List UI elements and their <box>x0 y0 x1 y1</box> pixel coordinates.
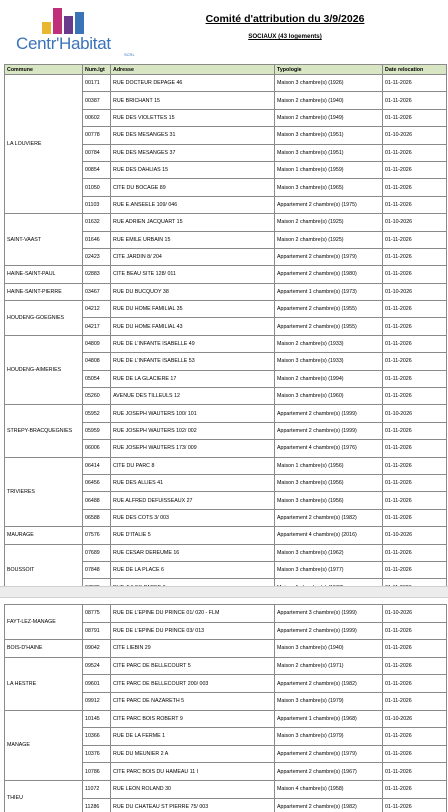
date-relocation-cell: 01-11-2026 <box>383 144 447 161</box>
num-lgt-cell: 08775 <box>83 605 111 623</box>
adresse-cell: CITE JARDIN 8/ 204 <box>111 248 275 265</box>
adresse-cell: RUE DE LA PLACE 6 <box>111 561 275 578</box>
date-relocation-cell: 01-11-2026 <box>383 692 447 710</box>
adresse-cell: CITE PARC DE NAZARETH 5 <box>111 692 275 710</box>
date-relocation-cell: 01-11-2026 <box>383 675 447 693</box>
adresse-cell: RUE JOSEPH WAUTERS 100/ 101 <box>111 405 275 422</box>
commune-cell: BOUSSOIT <box>5 544 83 596</box>
date-relocation-cell: 01-11-2026 <box>383 728 447 746</box>
adresse-cell: RUE DU MEUNIER 2 A <box>111 745 275 763</box>
adresse-cell: RUE DU CHATEAU ST PIERRE 75/ 003 <box>111 798 275 812</box>
page-separator <box>0 586 448 598</box>
adresse-cell: RUE JOSEPH WAUTERS 102/ 002 <box>111 422 275 439</box>
adresse-cell: RUE EMILE URBAIN 15 <box>111 231 275 248</box>
adresse-cell: RUE E.ANSEELE 109/ 046 <box>111 196 275 213</box>
date-relocation-cell: 01-11-2026 <box>383 780 447 798</box>
typologie-cell: Appartement 3 chambre(s) (1999) <box>275 605 383 623</box>
num-lgt-cell: 06456 <box>83 474 111 491</box>
typologie-cell: Appartement 1 chambre(s) (1973) <box>275 283 383 300</box>
date-relocation-cell: 01-10-2026 <box>383 605 447 623</box>
adresse-cell: RUE JOSEPH WAUTERS 173/ 009 <box>111 440 275 457</box>
typologie-cell: Appartement 2 chambre(s) (1955) <box>275 301 383 318</box>
num-lgt-cell: 05054 <box>83 370 111 387</box>
commune-cell: LA LOUVIERE <box>5 75 83 214</box>
date-relocation-cell: 01-11-2026 <box>383 318 447 335</box>
date-relocation-cell: 01-11-2026 <box>383 161 447 178</box>
table-header-row <box>5 65 447 75</box>
num-lgt-cell: 09524 <box>83 657 111 675</box>
date-relocation-cell: 01-11-2026 <box>383 75 447 92</box>
typologie-cell: Maison 3 chambre(s) (1951) <box>275 144 383 161</box>
date-relocation-cell: 01-11-2026 <box>383 657 447 675</box>
typologie-cell: Appartement 2 chambre(s) (1980) <box>275 266 383 283</box>
adresse-cell: CITE PARC DE BELLECOURT 5 <box>111 657 275 675</box>
adresse-cell: RUE ADRIEN JACQUART 15 <box>111 214 275 231</box>
adresse-cell: RUE DES ALLIES 41 <box>111 474 275 491</box>
typologie-cell: Maison 3 chambre(s) (1979) <box>275 692 383 710</box>
typologie-cell: Appartement 2 chambre(s) (1967) <box>275 763 383 781</box>
num-lgt-cell: 10145 <box>83 710 111 728</box>
date-relocation-cell: 01-11-2026 <box>383 763 447 781</box>
num-lgt-cell: 07689 <box>83 544 111 561</box>
typologie-cell: Appartement 4 chambre(s) (1976) <box>275 440 383 457</box>
adresse-cell: CITE PARC BOIS ROBERT 9 <box>111 710 275 728</box>
typologie-cell: Maison 2 chambre(s) (1949) <box>275 109 383 126</box>
typologie-cell: Appartement 2 chambre(s) (1999) <box>275 422 383 439</box>
num-lgt-cell: 05952 <box>83 405 111 422</box>
num-lgt-cell: 06488 <box>83 492 111 509</box>
adresse-cell: RUE DES DAHLIAS 15 <box>111 161 275 178</box>
commune-cell: BOIS-D'HAINE <box>5 640 83 658</box>
header-typologie: Typologie <box>275 65 383 75</box>
commune-cell: MANAGE <box>5 710 83 780</box>
date-relocation-cell: 01-11-2026 <box>383 440 447 457</box>
adresse-cell: RUE DES MESANGES 31 <box>111 127 275 144</box>
typologie-cell: Maison 1 chambre(s) (1959) <box>275 161 383 178</box>
typologie-cell: Appartement 2 chambre(s) (1982) <box>275 675 383 693</box>
commune-cell: MAURAGE <box>5 527 83 544</box>
date-relocation-cell: 01-11-2026 <box>383 388 447 405</box>
date-relocation-cell: 01-11-2026 <box>383 509 447 526</box>
table-row <box>5 527 447 544</box>
adresse-cell: RUE DES VIOLETTES 15 <box>111 109 275 126</box>
date-relocation-cell: 01-11-2026 <box>383 335 447 352</box>
table-row <box>5 640 447 658</box>
table-row <box>5 214 447 231</box>
num-lgt-cell: 02423 <box>83 248 111 265</box>
typologie-cell: Appartement 2 chambre(s) (1979) <box>275 248 383 265</box>
date-relocation-cell: 01-10-2026 <box>383 214 447 231</box>
num-lgt-cell: 02883 <box>83 266 111 283</box>
adresse-cell: RUE DE L'INFANTE ISABELLE 49 <box>111 335 275 352</box>
adresse-cell: RUE DE L'INFANTE ISABELLE 53 <box>111 353 275 370</box>
adresse-cell: RUE DES COTS 3/ 003 <box>111 509 275 526</box>
adresse-cell: RUE DOCTEUR DEPAGE 46 <box>111 75 275 92</box>
num-lgt-cell: 00784 <box>83 144 111 161</box>
num-lgt-cell: 04212 <box>83 301 111 318</box>
num-lgt-cell: 07576 <box>83 527 111 544</box>
adresse-cell: AVENUE DES TILLEULS 12 <box>111 388 275 405</box>
adresse-cell: RUE DU HOME FAMILIAL 35 <box>111 301 275 318</box>
typologie-cell: Maison 2 chambre(s) (1940) <box>275 92 383 109</box>
typologie-cell: Maison 3 chambre(s) (1956) <box>275 492 383 509</box>
date-relocation-cell: 01-11-2026 <box>383 492 447 509</box>
num-lgt-cell: 01050 <box>83 179 111 196</box>
date-relocation-cell: 01-11-2026 <box>383 353 447 370</box>
num-lgt-cell: 06414 <box>83 457 111 474</box>
logo-subtext: SCRL <box>124 52 135 57</box>
document-page-2 <box>0 598 448 812</box>
typologie-cell: Appartement 1 chambre(s) (1968) <box>275 710 383 728</box>
page-title: Comité d'attribution du 3/9/2026 <box>205 13 365 25</box>
date-relocation-cell: 01-10-2026 <box>383 527 447 544</box>
adresse-cell: RUE DU HOME FAMILIAL 43 <box>111 318 275 335</box>
adresse-cell: RUE LEON ROLAND 30 <box>111 780 275 798</box>
num-lgt-cell: 00854 <box>83 161 111 178</box>
adresse-cell: RUE CESAR DEREUME 16 <box>111 544 275 561</box>
typologie-cell: Maison 3 chambre(s) (1933) <box>275 353 383 370</box>
num-lgt-cell: 01103 <box>83 196 111 213</box>
num-lgt-cell: 06588 <box>83 509 111 526</box>
adresse-cell: RUE D'ITALIE 5 <box>111 527 275 544</box>
centr-habitat-logo <box>16 4 136 60</box>
typologie-cell: Maison 2 chambre(s) (1933) <box>275 335 383 352</box>
adresse-cell: RUE DE L'EPINE DU PRINCE 03/ 013 <box>111 622 275 640</box>
page-subtitle: SOCIAUX (43 logements) <box>248 33 322 40</box>
date-relocation-cell: 01-10-2026 <box>383 283 447 300</box>
typologie-cell: Appartement 4 chambre(s) (2016) <box>275 527 383 544</box>
adresse-cell: RUE DU BUCQUOY 38 <box>111 283 275 300</box>
date-relocation-cell: 01-11-2026 <box>383 248 447 265</box>
table-row <box>5 780 447 798</box>
logo-bars-icon <box>42 4 96 34</box>
typologie-cell: Maison 3 chambre(s) (1965) <box>275 179 383 196</box>
date-relocation-cell: 01-11-2026 <box>383 798 447 812</box>
num-lgt-cell: 06006 <box>83 440 111 457</box>
date-relocation-cell: 01-11-2026 <box>383 231 447 248</box>
table-row <box>5 457 447 474</box>
num-lgt-cell: 10786 <box>83 763 111 781</box>
num-lgt-cell: 11286 <box>83 798 111 812</box>
num-lgt-cell: 00602 <box>83 109 111 126</box>
adresse-cell: RUE BRICHANT 15 <box>111 92 275 109</box>
date-relocation-cell: 01-10-2026 <box>383 405 447 422</box>
typologie-cell: Appartement 2 chambre(s) (1982) <box>275 509 383 526</box>
typologie-cell: Maison 2 chambre(s) (1925) <box>275 231 383 248</box>
typologie-cell: Appartement 2 chambre(s) (1979) <box>275 745 383 763</box>
adresse-cell: RUE DES MESANGES 37 <box>111 144 275 161</box>
date-relocation-cell: 01-11-2026 <box>383 544 447 561</box>
typologie-cell: Appartement 2 chambre(s) (1975) <box>275 196 383 213</box>
num-lgt-cell: 09912 <box>83 692 111 710</box>
num-lgt-cell: 09042 <box>83 640 111 658</box>
typologie-cell: Maison 1 chambre(s) (1956) <box>275 457 383 474</box>
date-relocation-cell: 01-11-2026 <box>383 301 447 318</box>
commune-cell: HOUDENG-AIMERIES <box>5 335 83 405</box>
num-lgt-cell: 10376 <box>83 745 111 763</box>
date-relocation-cell: 01-11-2026 <box>383 622 447 640</box>
adresse-cell: RUE DE LA FERME 1 <box>111 728 275 746</box>
table-row <box>5 544 447 561</box>
num-lgt-cell: 08791 <box>83 622 111 640</box>
typologie-cell: Maison 3 chambre(s) (1951) <box>275 127 383 144</box>
typologie-cell: Maison 2 chambre(s) (1994) <box>275 370 383 387</box>
typologie-cell: Appartement 2 chambre(s) (1982) <box>275 798 383 812</box>
typologie-cell: Maison 3 chambre(s) (1979) <box>275 728 383 746</box>
commune-cell: LA HESTRE <box>5 657 83 710</box>
adresse-cell: CITE BEAU SITE 128/ 011 <box>111 266 275 283</box>
header-adresse: Adresse <box>111 65 275 75</box>
num-lgt-cell: 03467 <box>83 283 111 300</box>
date-relocation-cell: 01-11-2026 <box>383 370 447 387</box>
num-lgt-cell: 00778 <box>83 127 111 144</box>
table-row <box>5 75 447 92</box>
table-row <box>5 405 447 422</box>
adresse-cell: CITE LIEBIN 29 <box>111 640 275 658</box>
adresse-cell: RUE DE L'EPINE DU PRINCE 01/ 020 - FLM <box>111 605 275 623</box>
typologie-cell: Maison 3 chambre(s) (1960) <box>275 388 383 405</box>
num-lgt-cell: 00171 <box>83 75 111 92</box>
num-lgt-cell: 11072 <box>83 780 111 798</box>
table-row <box>5 657 447 675</box>
date-relocation-cell: 01-11-2026 <box>383 196 447 213</box>
date-relocation-cell: 01-11-2026 <box>383 457 447 474</box>
date-relocation-cell: 01-11-2026 <box>383 745 447 763</box>
adresse-cell: RUE ALFRED DEFUISSEAUX 27 <box>111 492 275 509</box>
table-row <box>5 301 447 318</box>
commune-cell: HOUDENG-GOEGNIES <box>5 301 83 336</box>
num-lgt-cell: 00387 <box>83 92 111 109</box>
adresse-cell: CITE PARC BOIS DU HAMEAU 11 I <box>111 763 275 781</box>
typologie-cell: Maison 3 chambre(s) (1940) <box>275 640 383 658</box>
commune-cell: SAINT-VAAST <box>5 214 83 266</box>
num-lgt-cell: 05260 <box>83 388 111 405</box>
commune-cell: FAYT-LEZ-MANAGE <box>5 605 83 640</box>
typologie-cell: Maison 2 chambre(s) (1925) <box>275 214 383 231</box>
date-relocation-cell: 01-11-2026 <box>383 266 447 283</box>
attribution-table-page-1 <box>4 64 447 614</box>
num-lgt-cell: 04809 <box>83 335 111 352</box>
typologie-cell: Appartement 2 chambre(s) (1999) <box>275 405 383 422</box>
commune-cell: TRIVIERES <box>5 457 83 527</box>
date-relocation-cell: 01-11-2026 <box>383 474 447 491</box>
date-relocation-cell: 01-11-2026 <box>383 109 447 126</box>
adresse-cell: RUE DE LA GLACIERE 17 <box>111 370 275 387</box>
num-lgt-cell: 07848 <box>83 561 111 578</box>
date-relocation-cell: 01-10-2026 <box>383 710 447 728</box>
num-lgt-cell: 10366 <box>83 728 111 746</box>
num-lgt-cell: 09601 <box>83 675 111 693</box>
typologie-cell: Maison 4 chambre(s) (1958) <box>275 780 383 798</box>
date-relocation-cell: 01-11-2026 <box>383 422 447 439</box>
date-relocation-cell: 01-11-2026 <box>383 561 447 578</box>
table-row <box>5 266 447 283</box>
typologie-cell: Maison 3 chambre(s) (1977) <box>275 561 383 578</box>
commune-cell: HAINE-SAINT-PIERRE <box>5 283 83 300</box>
table-row <box>5 710 447 728</box>
num-lgt-cell: 05959 <box>83 422 111 439</box>
adresse-cell: CITE DU BOCAGE 89 <box>111 179 275 196</box>
date-relocation-cell: 01-11-2026 <box>383 640 447 658</box>
typologie-cell: Maison 3 chambre(s) (1962) <box>275 544 383 561</box>
attribution-table-page-2 <box>4 604 447 812</box>
num-lgt-cell: 01632 <box>83 214 111 231</box>
num-lgt-cell: 01646 <box>83 231 111 248</box>
num-lgt-cell: 04808 <box>83 353 111 370</box>
typologie-cell: Maison 2 chambre(s) (1971) <box>275 657 383 675</box>
typologie-cell: Appartement 2 chambre(s) (1955) <box>275 318 383 335</box>
date-relocation-cell: 01-10-2026 <box>383 127 447 144</box>
date-relocation-cell: 01-11-2026 <box>383 92 447 109</box>
typologie-cell: Maison 3 chambre(s) (1956) <box>275 474 383 491</box>
typologie-cell: Maison 3 chambre(s) (1926) <box>275 75 383 92</box>
header-date-relocation: Date relocation <box>383 65 447 75</box>
date-relocation-cell: 01-11-2026 <box>383 179 447 196</box>
adresse-cell: CITE DU PARC 8 <box>111 457 275 474</box>
commune-cell: THIEU <box>5 780 83 812</box>
header-commune: Commune <box>5 65 83 75</box>
typologie-cell: Appartement 2 chambre(s) (1999) <box>275 622 383 640</box>
table-row <box>5 283 447 300</box>
adresse-cell: CITE PARC DE BELLECOURT 200/ 003 <box>111 675 275 693</box>
table-row <box>5 605 447 623</box>
header-num-lgt: Num.lgt <box>83 65 111 75</box>
table-row <box>5 335 447 352</box>
commune-cell: HAINE-SAINT-PAUL <box>5 266 83 283</box>
num-lgt-cell: 04217 <box>83 318 111 335</box>
commune-cell: STREPY-BRACQUEGNIES <box>5 405 83 457</box>
logo-text: Centr'Habitat <box>16 34 111 53</box>
